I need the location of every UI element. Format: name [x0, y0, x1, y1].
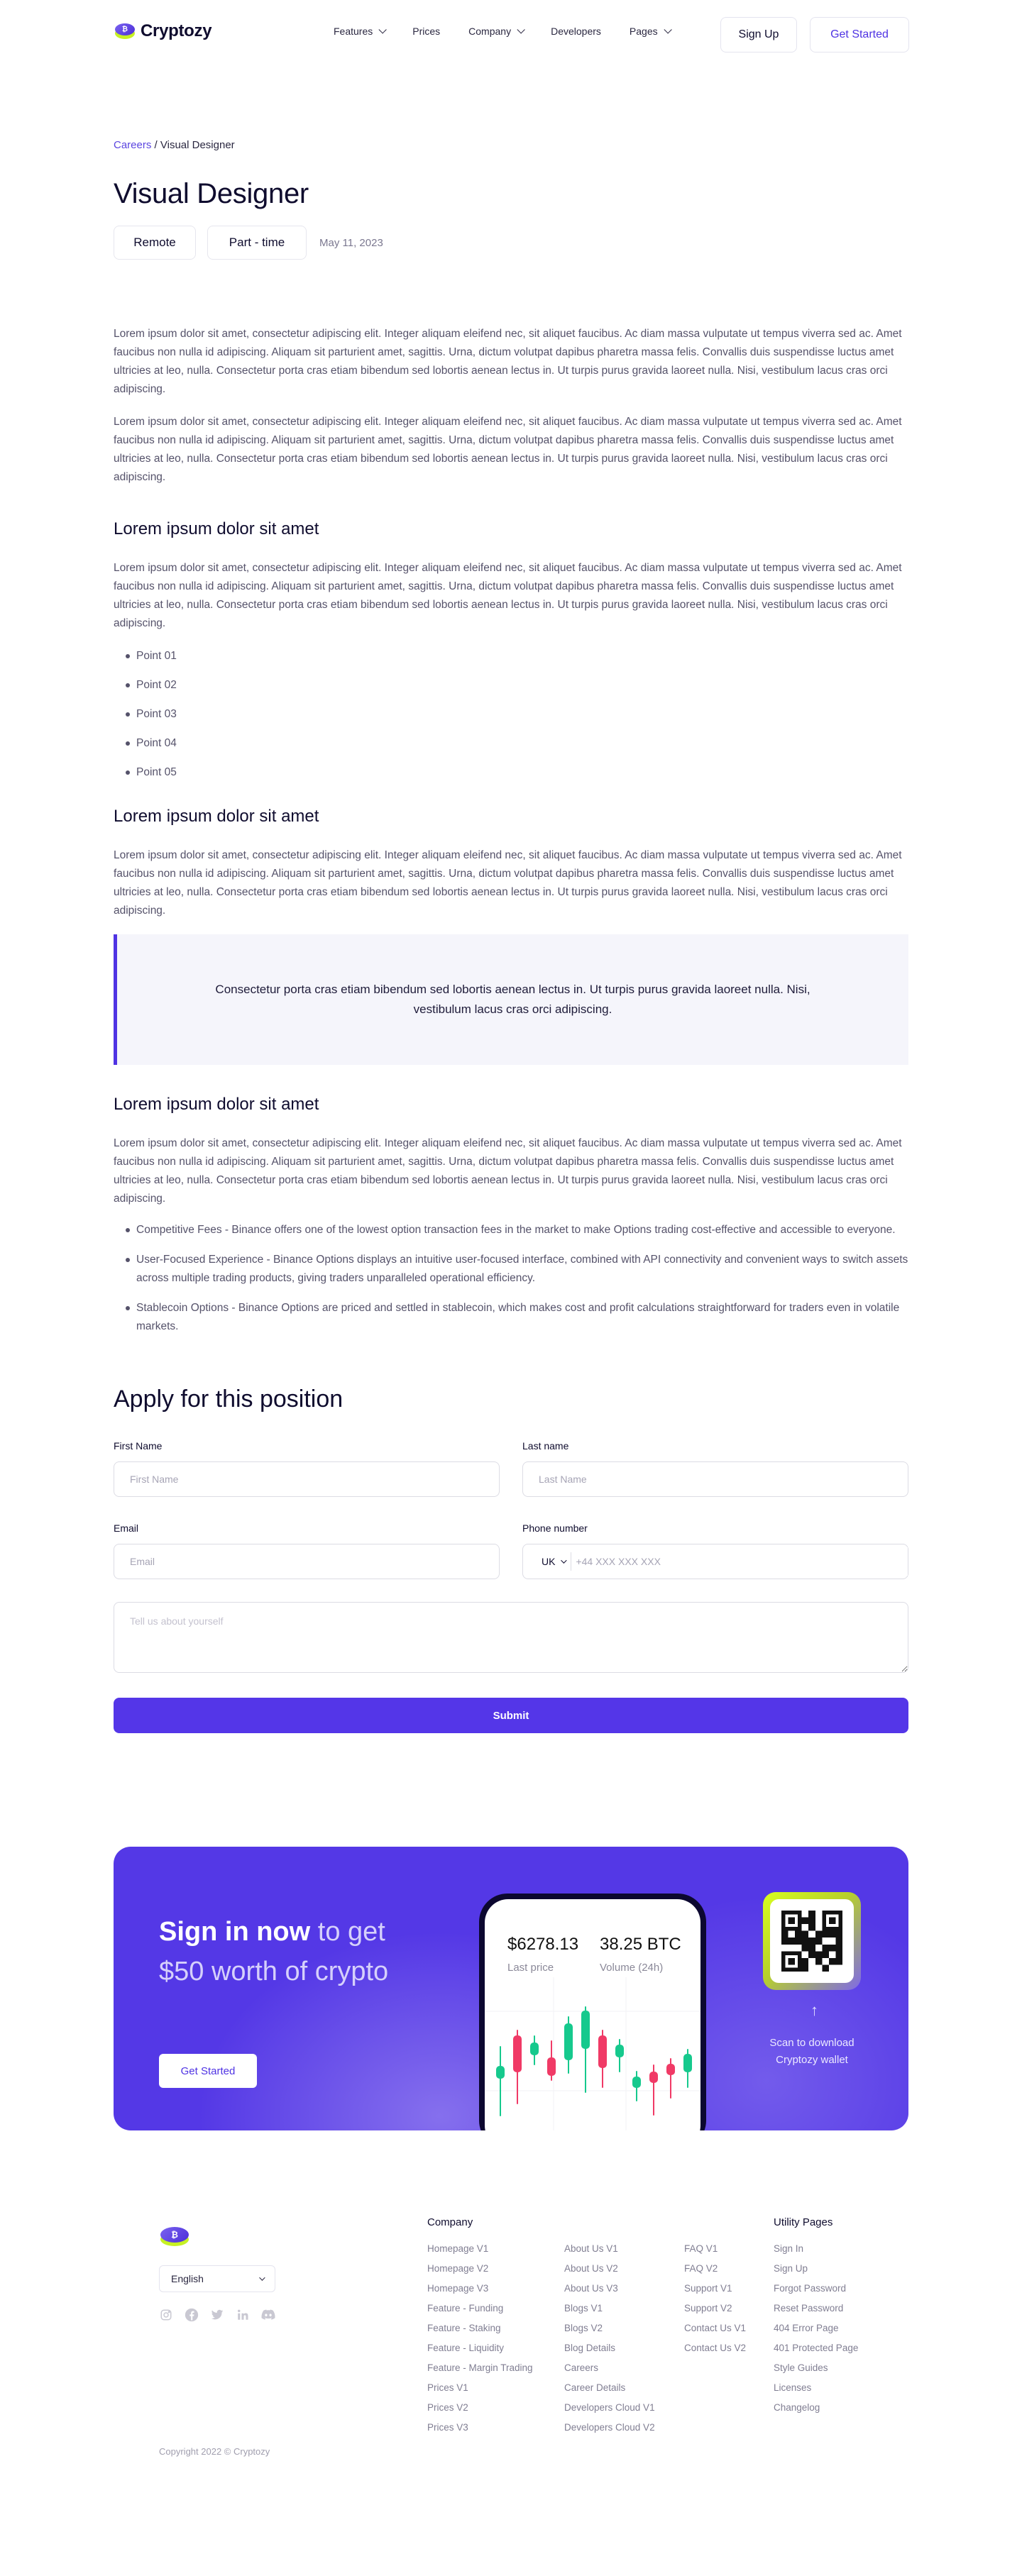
banner-get-started-button[interactable]: Get Started — [159, 2054, 257, 2088]
footer-link[interactable]: Career Details — [564, 2382, 626, 2393]
tag-remote: Remote — [114, 226, 196, 260]
last-price-stat — [507, 1935, 578, 1974]
nav-item-label: Features — [334, 26, 373, 37]
footer-link[interactable]: Blogs V1 — [564, 2303, 603, 2314]
section-heading: Lorem ipsum dolor sit amet — [114, 807, 319, 826]
footer-link[interactable]: Feature - Funding — [427, 2303, 504, 2314]
breadcrumb-separator: / — [151, 139, 160, 151]
footer-heading-spacer — [564, 2216, 655, 2233]
tag-part-time: Part - time — [207, 226, 307, 260]
email-input[interactable] — [114, 1544, 500, 1579]
footer-heading-company: Company — [427, 2216, 473, 2228]
section-heading: Lorem ipsum dolor sit amet — [114, 519, 319, 538]
country-code-value: UK — [542, 1556, 556, 1567]
footer-link[interactable]: 404 Error Page — [774, 2323, 839, 2333]
candlestick-chart-icon — [485, 1977, 700, 2130]
footer-link[interactable]: Sign In — [774, 2243, 804, 2254]
footer-link[interactable]: Homepage V2 — [427, 2263, 489, 2274]
footer-link[interactable]: Licenses — [774, 2382, 812, 2393]
top-navigation — [0, 0, 1022, 68]
breadcrumb-careers-link[interactable]: Careers — [114, 139, 152, 151]
chevron-down-icon — [517, 26, 525, 33]
banner-heading — [159, 1912, 414, 1991]
footer-link[interactable]: About Us V1 — [564, 2243, 618, 2254]
scan-caption — [752, 2035, 872, 2069]
footer-link[interactable]: Feature - Liquidity — [427, 2343, 505, 2353]
list-item: Point 02 — [114, 678, 908, 707]
facebook-icon[interactable] — [185, 2308, 199, 2322]
brand-name: Cryptozy — [141, 21, 212, 40]
list-item: Point 05 — [114, 765, 908, 794]
volume-value: 38.25 BTC — [600, 1935, 681, 1954]
brand-logo[interactable] — [114, 21, 211, 41]
first-name-input[interactable] — [114, 1461, 500, 1497]
discord-icon[interactable] — [261, 2308, 275, 2322]
footer-link[interactable]: Careers — [564, 2362, 599, 2373]
footer-link[interactable]: FAQ V2 — [684, 2263, 718, 2274]
nav-item-developers[interactable] — [551, 26, 601, 37]
footer-company-col-2 — [564, 2216, 655, 2440]
last-price-label: Last price — [507, 1962, 554, 1974]
footer-link[interactable]: About Us V2 — [564, 2263, 618, 2274]
section-paragraph: Lorem ipsum dolor sit amet, consectetur adipiscing elit. Integer aliquam eleifend nec, sit aliquet faucibus. Ac diam massa vulputate ut tempus viverra sed ac. Amet faucibus non nulla id adipiscing. Aliquam sit parturient amet, sagittis. Urna, dictum volutpat dapibus pharetra massa felis. Convallis duis suspendisse luctus amet ultricies at leo, nulla. Consectetur porta cras etiam bibendum sed lobortis aenean lectus in. Ut turpis purus gravida laoreet nulla. Nisi, vestibulum lacus cras orci adipiscing. — [114, 1137, 902, 1205]
qr-code-frame[interactable] — [763, 1892, 861, 1990]
submit-button[interactable]: Submit — [114, 1698, 908, 1733]
page-title: Visual Designer — [114, 178, 309, 209]
footer-link[interactable]: Developers Cloud V1 — [564, 2402, 655, 2413]
intro-paragraph: Lorem ipsum dolor sit amet, consectetur adipiscing elit. Integer aliquam eleifend nec, sit aliquet faucibus. Ac diam massa vulputate ut tempus viverra sed ac. Amet faucibus non nulla id adipiscing. Aliquam sit parturient amet, sagittis. Urna, dictum volutpat dapibus pharetra massa felis. Convallis duis suspendisse luctus amet ultricies at leo, nulla. Consectetur porta cras etiam bibendum sed lobortis aenean lectus in. Ut turpis purus gravida laoreet nulla. Nisi, vestibulum lacus cras orci adipiscing. — [114, 328, 902, 395]
phone-field — [522, 1544, 908, 1579]
footer-link[interactable]: Style Guides — [774, 2362, 828, 2373]
quote-text: Consectetur porta cras etiam bibendum sed lobortis aenean lectus in. Ut turpis purus gravida laoreet nulla. Nisi, vestibulum lacus cras orci adipiscing. — [215, 983, 811, 1016]
footer-link[interactable]: Changelog — [774, 2402, 820, 2413]
list-item: Point 03 — [114, 707, 908, 736]
nav-links — [334, 26, 698, 37]
apply-heading: Apply for this position — [114, 1386, 344, 1413]
footer-utility-col — [774, 2216, 858, 2421]
footer-link[interactable]: Feature - Staking — [427, 2323, 501, 2333]
bitcoin-coin-icon: ₿ — [114, 21, 136, 41]
list-item: User-Focused Experience - Binance Options displays an intuitive user-focused interface, combined with API connectivity and convenient ways to switch assets across multiple trading products, giving traders unparalleled operational efficiency. — [114, 1251, 908, 1288]
footer-link[interactable]: Homepage V3 — [427, 2283, 489, 2294]
footer-heading-spacer — [684, 2216, 746, 2233]
first-name-label: First Name — [114, 1440, 163, 1452]
footer-logo[interactable] — [159, 2225, 190, 2248]
footer-company-col-3 — [684, 2216, 746, 2361]
footer-link[interactable]: Support V1 — [684, 2283, 732, 2294]
footer-heading-utility: Utility Pages — [774, 2216, 833, 2228]
footer-link[interactable]: Prices V1 — [427, 2382, 468, 2393]
language-value: English — [171, 2273, 204, 2284]
instagram-icon[interactable] — [159, 2308, 173, 2322]
chevron-down-icon — [259, 2274, 265, 2280]
phone-input[interactable] — [571, 1547, 908, 1576]
phone-label: Phone number — [522, 1522, 588, 1534]
section-heading: Lorem ipsum dolor sit amet — [114, 1095, 319, 1114]
footer-link[interactable]: 401 Protected Page — [774, 2343, 859, 2353]
footer-link[interactable]: Developers Cloud V2 — [564, 2422, 655, 2433]
footer-link[interactable]: Support V2 — [684, 2303, 732, 2314]
nav-item-company[interactable] — [468, 26, 522, 37]
footer-link[interactable]: Prices V3 — [427, 2422, 468, 2433]
chevron-down-icon — [561, 1557, 567, 1563]
footer-link[interactable]: Blog Details — [564, 2343, 616, 2353]
nav-item-label: Prices — [412, 26, 441, 37]
career-details — [114, 139, 908, 1733]
section-paragraph: Lorem ipsum dolor sit amet, consectetur adipiscing elit. Integer aliquam eleifend nec, sit aliquet faucibus. Ac diam massa vulputate ut tempus viverra sed ac. Amet faucibus non nulla id adipiscing. Aliquam sit parturient amet, sagittis. Urna, dictum volutpat dapibus pharetra massa felis. Convallis duis suspendisse luctus amet ultricies at leo, nulla. Consectetur porta cras etiam bibendum sed lobortis aenean lectus in. Ut turpis purus gravida laoreet nulla. Nisi, vestibulum lacus cras orci adipiscing. — [114, 849, 902, 917]
last-price-value: $6278.13 — [507, 1935, 579, 1954]
list-item: Competitive Fees - Binance offers one of the lowest option transaction fees in the market to make Options trading cost-effective and accessible to everyone. — [114, 1221, 908, 1239]
breadcrumb — [114, 139, 908, 151]
nav-item-features[interactable] — [334, 26, 384, 37]
footer-link[interactable]: Prices V2 — [427, 2402, 468, 2413]
phone-mockup — [479, 1894, 706, 2130]
banner-heading-light: to get $50 worth of crypto — [159, 1917, 389, 1986]
twitter-icon[interactable] — [210, 2308, 224, 2322]
footer-link[interactable]: Contact Us V1 — [684, 2323, 747, 2333]
footer-company-col-1 — [427, 2216, 533, 2440]
list-item: Point 01 — [114, 648, 908, 678]
last-name-input[interactable] — [522, 1461, 908, 1497]
nav-item-label: Company — [468, 26, 512, 37]
sign-up-button[interactable]: Sign Up — [720, 17, 797, 52]
chevron-down-icon — [379, 26, 387, 33]
footer-link[interactable]: Reset Password — [774, 2303, 844, 2314]
arrow-up-icon: ↑ — [811, 2001, 818, 2019]
application-form — [114, 1440, 908, 1733]
points-list — [114, 648, 908, 794]
breadcrumb-current: Visual Designer — [160, 139, 235, 151]
linkedin-icon[interactable] — [236, 2308, 250, 2322]
volume-label: Volume (24h) — [600, 1962, 664, 1974]
blockquote — [114, 934, 908, 1065]
section-paragraph: Lorem ipsum dolor sit amet, consectetur adipiscing elit. Integer aliquam eleifend nec, sit aliquet faucibus. Ac diam massa vulputate ut tempus viverra sed ac. Amet faucibus non nulla id adipiscing. Aliquam sit parturient amet, sagittis. Urna, dictum volutpat dapibus pharetra massa felis. Convallis duis suspendisse luctus amet ultricies at leo, nulla. Consectetur porta cras etiam bibendum sed lobortis aenean lectus in. Ut turpis purus gravida laoreet nulla. Nisi, vestibulum lacus cras orci adipiscing. — [114, 562, 902, 629]
intro-paragraph: Lorem ipsum dolor sit amet, consectetur adipiscing elit. Integer aliquam eleifend nec, sit aliquet faucibus. Ac diam massa vulputate ut tempus viverra sed ac. Amet faucibus non nulla id adipiscing. Aliquam sit parturient amet, sagittis. Urna, dictum volutpat dapibus pharetra massa felis. Convallis duis suspendisse luctus amet ultricies at leo, nulla. Consectetur porta cras etiam bibendum sed lobortis aenean lectus in. Ut turpis purus gravida laoreet nulla. Nisi, vestibulum lacus cras orci adipiscing. — [114, 416, 902, 483]
posted-date: May 11, 2023 — [319, 236, 383, 249]
list-item: Point 04 — [114, 736, 908, 765]
language-select[interactable] — [159, 2265, 275, 2292]
qr-code-icon — [770, 1899, 854, 1983]
banner-heading-bold: Sign in now — [159, 1917, 311, 1947]
volume-stat — [600, 1935, 681, 1974]
benefits-list — [114, 1221, 908, 1336]
list-item: Stablecoin Options - Binance Options are priced and settled in stablecoin, which makes cost and profit calculations straightforward for traders even in volatile markets. — [114, 1299, 908, 1336]
get-started-button[interactable]: Get Started — [810, 17, 909, 52]
footer-link[interactable]: Feature - Margin Trading — [427, 2362, 533, 2373]
phone-screen — [485, 1899, 700, 2130]
nav-item-prices[interactable] — [412, 26, 440, 37]
last-name-label: Last name — [522, 1440, 569, 1452]
nav-item-pages[interactable] — [630, 26, 669, 37]
bitcoin-coin-icon: ₿ — [159, 2225, 190, 2248]
chevron-down-icon — [664, 26, 671, 33]
job-tags — [114, 226, 908, 260]
social-links — [159, 2308, 275, 2322]
nav-item-label: Pages — [629, 26, 658, 37]
signup-banner — [114, 1847, 908, 2130]
footer-link[interactable]: About Us V3 — [564, 2283, 618, 2294]
copyright: Copyright 2022 © Cryptozy — [159, 2446, 270, 2457]
email-label: Email — [114, 1522, 139, 1534]
nav-item-label: Developers — [551, 26, 601, 37]
footer-link[interactable]: Sign Up — [774, 2263, 808, 2274]
scan-caption-line: Scan to download — [769, 2037, 855, 2049]
footer-link[interactable]: FAQ V1 — [684, 2243, 718, 2254]
about-textarea[interactable] — [114, 1602, 908, 1673]
footer-link[interactable]: Blogs V2 — [564, 2323, 603, 2333]
country-code-select[interactable] — [542, 1552, 571, 1571]
footer-link[interactable]: Forgot Password — [774, 2283, 847, 2294]
footer-link[interactable]: Homepage V1 — [427, 2243, 489, 2254]
scan-caption-line: Cryptozy wallet — [776, 2054, 848, 2066]
footer-link[interactable]: Contact Us V2 — [684, 2343, 747, 2353]
